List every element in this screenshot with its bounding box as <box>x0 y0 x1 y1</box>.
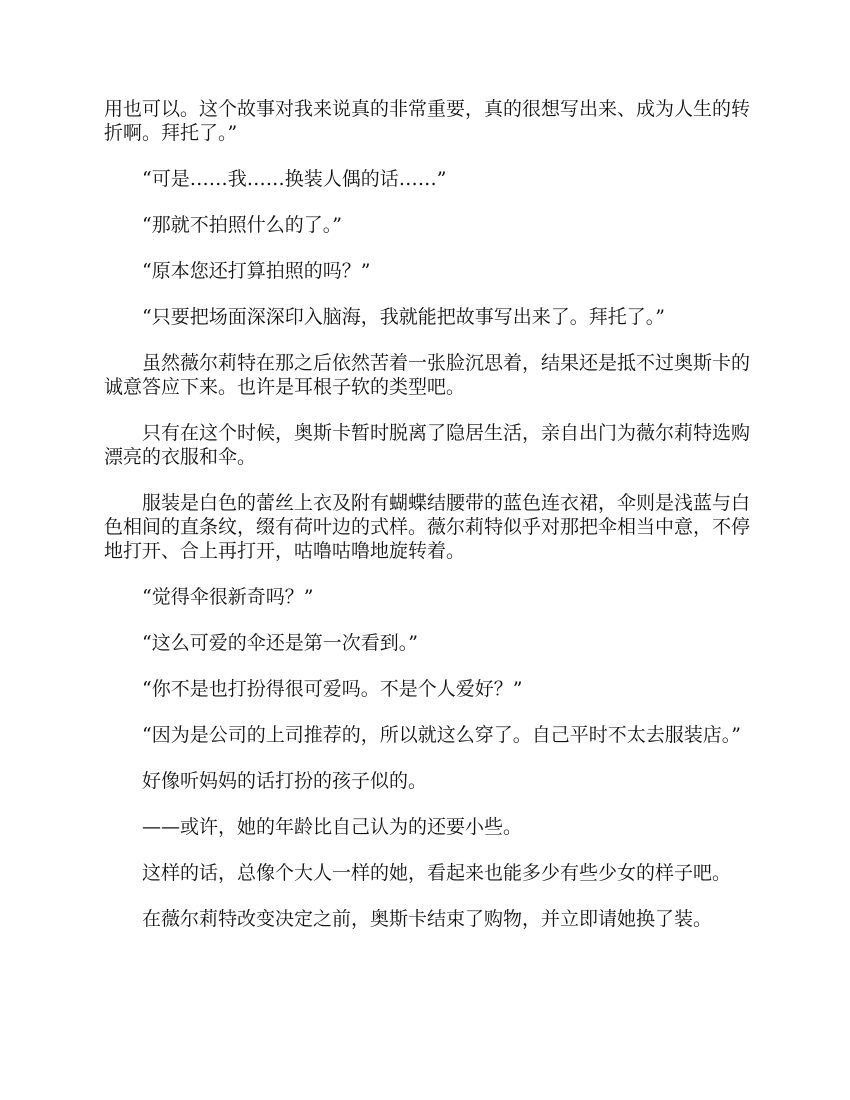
paragraph-12: “因为是公司的上司推荐的，所以就这么穿了。自己平时不太去服装店。” <box>142 724 741 746</box>
paragraph-7: 只有在这个时候，奥斯卡暂时脱离了隐居生活，亲自出门为薇尔莉特选购漂亮的衣服和伞。 <box>104 422 751 468</box>
paragraph-5: “只要把场面深深印入脑海，我就能把故事写出来了。拜托了。” <box>142 306 665 328</box>
body-text <box>104 97 754 953</box>
paragraph-16: 在薇尔莉特改变决定之前，奥斯卡结束了购物，并立即请她换了装。 <box>142 908 713 930</box>
paragraph-2: “可是……我……换装人偶的话……” <box>142 168 447 190</box>
paragraph-4: “原本您还打算拍照的吗？” <box>142 260 371 282</box>
paragraph-3: “那就不拍照什么的了。” <box>142 214 342 236</box>
paragraph-6: 虽然薇尔莉特在那之后依然苦着一张脸沉思着，结果还是抵不过奥斯卡的诚意答应下来。也许是耳根子软的类型吧。 <box>104 352 751 398</box>
paragraph-15: 这样的话，总像个大人一样的她，看起来也能多少有些少女的样子吧。 <box>142 862 732 884</box>
paragraph-10: “这么可爱的伞还是第一次看到。” <box>142 632 418 654</box>
paragraph-8: 服装是白色的蕾丝上衣及附有蝴蝶结腰带的蓝色连衣裙，伞则是浅蓝与白色相间的直条纹，缀有荷叶边的式样。薇尔莉特似乎对那把伞相当中意，不停地打开、合上再打开，咕噜咕噜地旋转着。 <box>104 492 751 562</box>
paragraph-1: 用也可以。这个故事对我来说真的非常重要，真的很想写出来、成为人生的转折啊。拜托了。” <box>104 98 751 144</box>
paragraph-9: “觉得伞很新奇吗？” <box>142 586 314 608</box>
paragraph-13: 好像听妈妈的话打扮的孩子似的。 <box>142 770 428 792</box>
paragraph-11: “你不是也打扮得很可爱吗。不是个人爱好？” <box>142 678 523 700</box>
paragraph-14: ——或许，她的年龄比自己认为的还要小些。 <box>142 816 523 838</box>
